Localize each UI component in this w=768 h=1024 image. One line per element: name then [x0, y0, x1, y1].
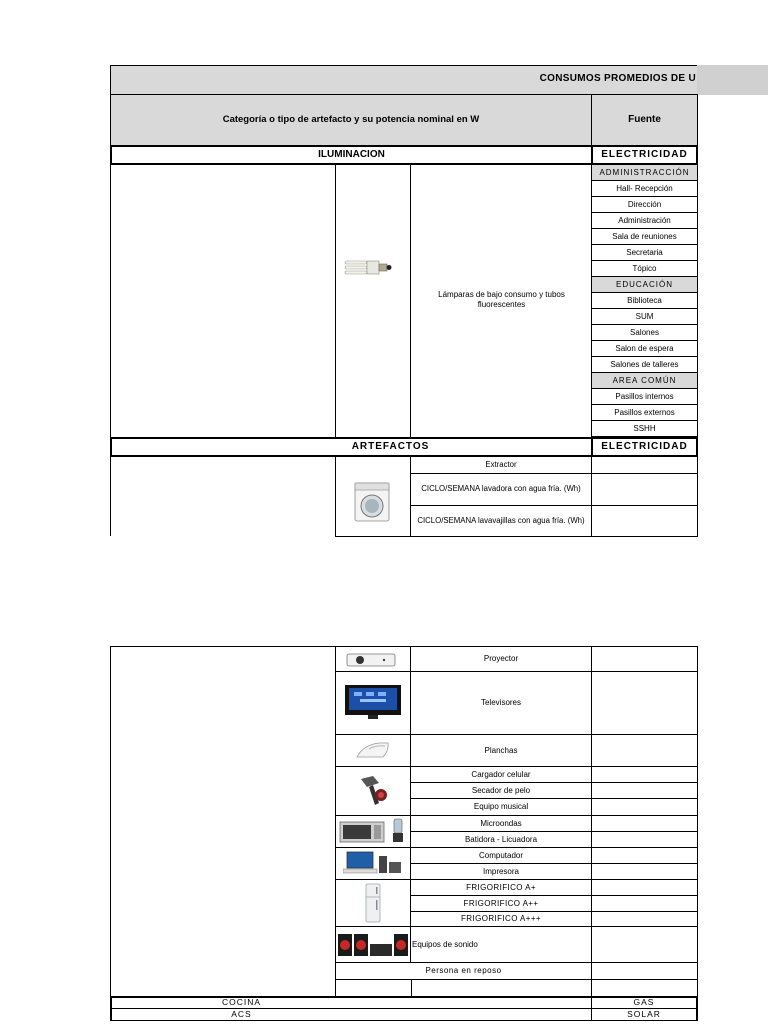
- tv-image-cell: [335, 671, 411, 735]
- artefacto-item: Proyector: [411, 646, 592, 672]
- bottom-edge-line: [110, 1020, 698, 1024]
- artefacto-item: CICLO/SEMANA lavavajillas con agua fría. (Wh): [411, 505, 592, 537]
- artefacto-item: Impresora: [411, 863, 592, 880]
- iron-icon: [355, 739, 391, 761]
- microwave-image-cell: [335, 815, 411, 848]
- artefacto-value: [591, 782, 698, 799]
- iluminacion-row: Pasillos internos: [591, 388, 698, 405]
- iluminacion-blank-cell: [110, 164, 336, 438]
- television-icon: [344, 684, 402, 720]
- iluminacion-row: SSHH: [591, 420, 698, 437]
- artefacto-value: [591, 473, 698, 506]
- iluminacion-row: Pasillos externos: [591, 404, 698, 421]
- blank-row-right: [591, 979, 698, 997]
- artefacto-value: [591, 879, 698, 896]
- iluminacion-row: Hall- Recepción: [591, 180, 698, 197]
- iron-image-cell: [335, 734, 411, 767]
- artefacto-value: [591, 734, 698, 767]
- artefacto-item: Microondas: [411, 815, 592, 832]
- section-artefactos-source: ELECTRICIDAD: [591, 437, 698, 457]
- iluminacion-row: Sala de reuniones: [591, 228, 698, 245]
- artefacto-value: [591, 847, 698, 864]
- computer-icon: [343, 850, 403, 876]
- artefacto-item: Televisores: [411, 671, 592, 735]
- hair-dryer-icon: [359, 773, 391, 809]
- artefacto-value: [591, 815, 698, 832]
- iluminacion-group-header: ADMINISTRACCIÓN: [591, 164, 698, 181]
- washing-machine-icon: [354, 482, 390, 522]
- artefacto-item: Extractor: [411, 456, 592, 474]
- iluminacion-description: Lámparas de bajo consumo y tubos fluorescentes: [438, 290, 565, 309]
- cocina-label: COCINA: [110, 996, 592, 1009]
- iluminacion-row: Tópico: [591, 260, 698, 277]
- iluminacion-row: Biblioteca: [591, 292, 698, 309]
- artefacto-item: CICLO/SEMANA lavadora con agua fría. (Wh): [411, 473, 592, 506]
- projector-icon: [346, 651, 396, 669]
- iluminacion-row: Administración: [591, 212, 698, 229]
- sound-system-icon: [337, 932, 409, 958]
- cocina-source: GAS: [591, 996, 698, 1009]
- artefactos-blank-cell-p1: [110, 456, 336, 536]
- artefacto-item: FRIGORIFICO A++: [411, 895, 592, 912]
- section-artefactos-label: ARTEFACTOS: [110, 437, 592, 457]
- artefacto-value: [591, 926, 698, 963]
- iluminacion-row: SUM: [591, 308, 698, 325]
- artefacto-item: Equipos de sonido: [411, 926, 592, 963]
- artefactos-blank-cell-p2: [110, 646, 336, 997]
- category-header: Categoría o tipo de artefacto y su potencia nominal en W: [110, 94, 592, 146]
- fridge-image-cell: [335, 879, 411, 927]
- iluminacion-row: Salones: [591, 324, 698, 341]
- acs-source: SOLAR: [591, 1008, 698, 1021]
- iluminacion-group-header: AREA COMÚN: [591, 372, 698, 389]
- cfl-bulb-icon: [343, 258, 393, 278]
- computer-image-cell: [335, 847, 411, 880]
- artefacto-value: [591, 456, 698, 474]
- artefacto-value: [591, 911, 698, 927]
- speakers-image-cell: [335, 926, 411, 963]
- blank-row-left: [335, 979, 412, 997]
- artefacto-item: FRIGORIFICO A+++: [411, 911, 592, 927]
- artefacto-item: Computador: [411, 847, 592, 864]
- blank-row-mid: [411, 979, 592, 997]
- artefacto-item: Batidora - Licuadora: [411, 831, 592, 848]
- iluminacion-group-header: EDUCACIÓN: [591, 276, 698, 293]
- persona-reposo-value: [591, 962, 698, 980]
- artefacto-value: [591, 831, 698, 848]
- iluminacion-row: Dirección: [591, 196, 698, 213]
- artefacto-value: [591, 798, 698, 816]
- source-header: Fuente: [591, 94, 698, 146]
- artefacto-item: FRIGORIFICO A+: [411, 879, 592, 896]
- iluminacion-row: Salones de talleres: [591, 356, 698, 373]
- artefacto-value: [591, 766, 698, 783]
- artefacto-value: [591, 505, 698, 537]
- page-title: CONSUMOS PROMEDIOS DE U: [539, 73, 696, 84]
- artefacto-value: [591, 895, 698, 912]
- section-iluminacion-source: ELECTRICIDAD: [591, 145, 698, 165]
- iluminacion-row: Salon de espera: [591, 340, 698, 357]
- artefacto-value: [591, 646, 698, 672]
- artefacto-item: Equipo musical: [411, 798, 592, 816]
- iluminacion-row: Secretaria: [591, 244, 698, 261]
- artefacto-item: Secador de pelo: [411, 782, 592, 799]
- title-bar-edge: [697, 65, 768, 95]
- refrigerator-icon: [365, 883, 381, 923]
- acs-label: ACS: [110, 1008, 592, 1021]
- artefacto-value: [591, 863, 698, 880]
- iluminacion-image-cell: [335, 164, 411, 438]
- projector-image-cell: [335, 646, 411, 672]
- artefacto-item: Planchas: [411, 734, 592, 767]
- artefacto-item: Cargador celular: [411, 766, 592, 783]
- hairdryer-image-cell: [335, 766, 411, 816]
- persona-reposo-label: Persona en reposo: [335, 962, 592, 980]
- microwave-icon: [338, 817, 408, 845]
- artefactos-image-cell-p1: [335, 456, 411, 537]
- section-iluminacion-label: ILUMINACION: [110, 145, 592, 165]
- artefacto-value: [591, 671, 698, 735]
